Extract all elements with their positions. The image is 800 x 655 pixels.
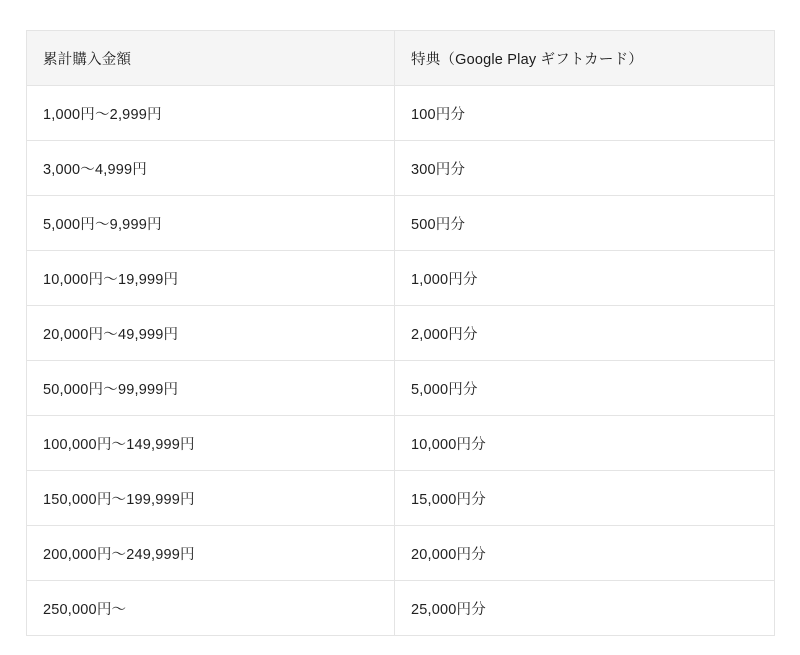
cell-purchase-total: 50,000円〜99,999円 (27, 361, 395, 416)
cell-reward: 1,000円分 (395, 251, 775, 306)
cell-reward: 500円分 (395, 196, 775, 251)
cell-reward: 15,000円分 (395, 471, 775, 526)
cell-reward: 10,000円分 (395, 416, 775, 471)
table-row (27, 581, 775, 636)
table-row (27, 196, 775, 251)
cell-purchase-total: 20,000円〜49,999円 (27, 306, 395, 361)
cell-purchase-total: 200,000円〜249,999円 (27, 526, 395, 581)
cell-purchase-total: 5,000円〜9,999円 (27, 196, 395, 251)
table-row (27, 86, 775, 141)
cell-purchase-total: 3,000〜4,999円 (27, 141, 395, 196)
table-row (27, 141, 775, 196)
cell-purchase-total: 1,000円〜2,999円 (27, 86, 395, 141)
table-row (27, 361, 775, 416)
table-header (27, 31, 775, 86)
cell-purchase-total: 150,000円〜199,999円 (27, 471, 395, 526)
cell-reward: 2,000円分 (395, 306, 775, 361)
cell-reward: 25,000円分 (395, 581, 775, 636)
table-row (27, 251, 775, 306)
cell-reward: 5,000円分 (395, 361, 775, 416)
cell-purchase-total: 10,000円〜19,999円 (27, 251, 395, 306)
cell-reward: 20,000円分 (395, 526, 775, 581)
cell-purchase-total: 250,000円〜 (27, 581, 395, 636)
column-header-reward: 特典（Google Play ギフトカード） (395, 31, 775, 86)
table-row (27, 471, 775, 526)
table-row (27, 306, 775, 361)
cell-reward: 300円分 (395, 141, 775, 196)
cell-purchase-total: 100,000円〜149,999円 (27, 416, 395, 471)
cell-reward: 100円分 (395, 86, 775, 141)
table-body (27, 86, 775, 636)
column-header-purchase-total: 累計購入金額 (27, 31, 395, 86)
table-row (27, 416, 775, 471)
purchase-reward-table (26, 30, 775, 636)
table-header-row (27, 31, 775, 86)
table-row (27, 526, 775, 581)
